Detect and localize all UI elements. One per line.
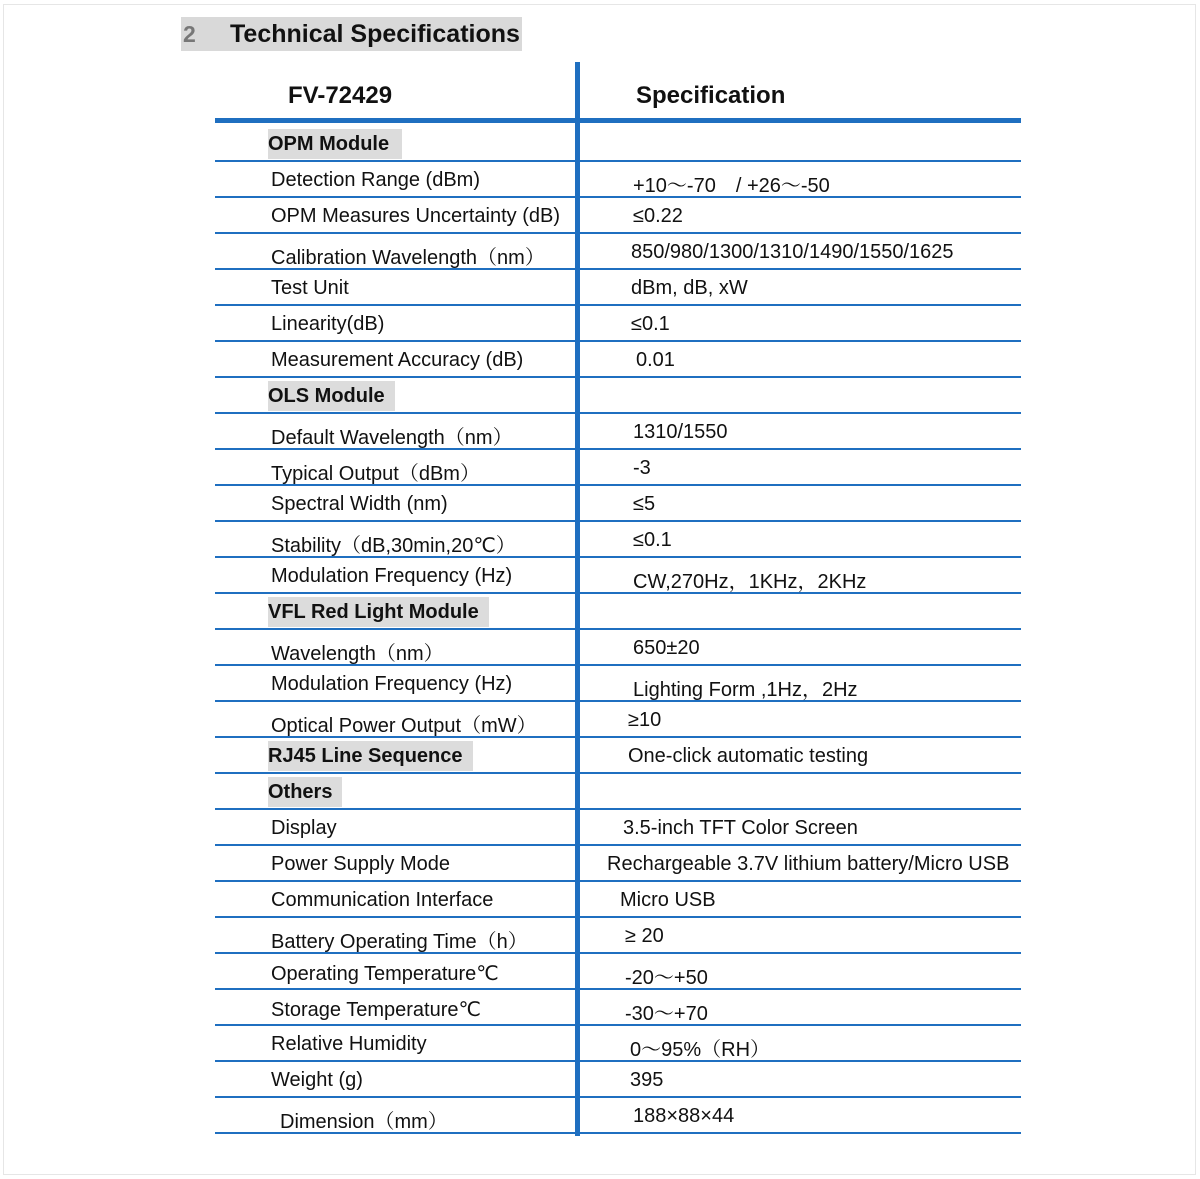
spec-value: 650±20 [633,637,700,659]
table-row [215,810,1021,846]
group-row [215,594,1021,630]
spec-table [215,62,1021,1137]
group-label: RJ45 Line Sequence [268,741,473,771]
spec-label: OPM Measures Uncertainty (dB) [271,205,560,227]
spec-label: Display [271,817,337,839]
table-row [215,954,1021,990]
group-row [215,126,1021,162]
group-label: Others [268,777,342,807]
spec-value: 3.5-inch TFT Color Screen [623,817,858,839]
table-row [215,666,1021,702]
table-row [215,990,1021,1026]
table-header [215,62,1021,118]
spec-value: -3 [633,457,651,479]
table-row [215,234,1021,270]
spec-label: Default Wavelength（nm） [271,427,513,449]
spec-label: Detection Range (dBm) [271,169,480,191]
spec-label: Spectral Width (nm) [271,493,448,515]
group-row [215,378,1021,414]
header-rule [215,118,1021,123]
spec-value: 395 [630,1069,664,1091]
spec-label: Modulation Frequency (Hz) [271,565,513,587]
section-number: 2 [181,17,227,51]
group-label: VFL Red Light Module [268,597,489,627]
spec-label: Test Unit [271,277,349,299]
spec-value: ≤0.1 [633,529,672,551]
table-row [215,450,1021,486]
spec-label: Power Supply Mode [271,853,450,875]
spec-label: Calibration Wavelength（nm） [271,247,545,269]
column-divider [575,62,580,1136]
table-row [215,270,1021,306]
group-label: OPM Module [268,129,402,159]
table-row [215,486,1021,522]
table-row [215,630,1021,666]
spec-value: 850/980/1300/1310/1490/1550/1625 [631,241,954,263]
spec-value: -20～+50 [625,967,708,989]
spec-label: Stability（dB,30min,20℃） [271,535,516,557]
spec-value: ≤5 [633,493,656,515]
table-row [215,702,1021,738]
table-row [215,162,1021,198]
table-row [215,846,1021,882]
group-row [215,738,1021,774]
spec-value: +10～-70 / +26～-50 [633,175,830,197]
spec-value: dBm, dB, xW [631,277,748,299]
spec-value: ≤0.1 [631,313,670,335]
table-row [215,918,1021,954]
spec-label: Storage Temperature℃ [271,999,481,1021]
spec-value: ≥ 20 [625,925,664,947]
spec-value: 1310/1550 [633,421,728,443]
table-row [215,1026,1021,1062]
spec-value: -30～+70 [625,1003,708,1025]
spec-label: Linearity(dB) [271,313,385,335]
table-row [215,1098,1021,1134]
spec-value: One-click automatic testing [628,745,869,767]
spec-value: 188×88×44 [633,1105,735,1127]
spec-value: Micro USB [620,889,716,911]
header-specification: Specification [636,82,786,109]
group-row [215,774,1021,810]
spec-value: 0.01 [636,349,675,371]
section-heading [181,17,522,51]
spec-label: Measurement Accuracy (dB) [271,349,524,371]
spec-value: Lighting Form ,1Hz，2Hz [633,679,858,701]
table-row [215,342,1021,378]
spec-label: Communication Interface [271,889,494,911]
table-row [215,882,1021,918]
spec-label: Operating Temperature℃ [271,963,499,985]
spec-label: Battery Operating Time（h） [271,931,528,953]
table-row [215,414,1021,450]
spec-label: Relative Humidity [271,1033,427,1055]
spec-label: Weight (g) [271,1069,363,1091]
spec-value: Rechargeable 3.7V lithium battery/Micro USB [607,853,1010,875]
spec-label: Wavelength（nm） [271,643,444,665]
section-title: Technical Specifications [227,17,522,51]
spec-value: CW,270Hz，1KHz，2KHz [633,571,867,593]
table-row [215,198,1021,234]
table-row [215,1062,1021,1098]
group-label: OLS Module [268,381,395,411]
spec-value: ≤0.22 [633,205,683,227]
spec-label: Optical Power Output（mW） [271,715,537,737]
table-row [215,306,1021,342]
spec-label: Typical Output（dBm） [271,463,480,485]
spec-label: Modulation Frequency (Hz) [271,673,513,695]
spec-value: 0～95%（RH） [630,1039,771,1061]
spec-value: ≥10 [628,709,662,731]
spec-label: Dimension（mm） [280,1111,448,1133]
table-row [215,522,1021,558]
header-model: FV-72429 [288,82,393,109]
table-row [215,558,1021,594]
